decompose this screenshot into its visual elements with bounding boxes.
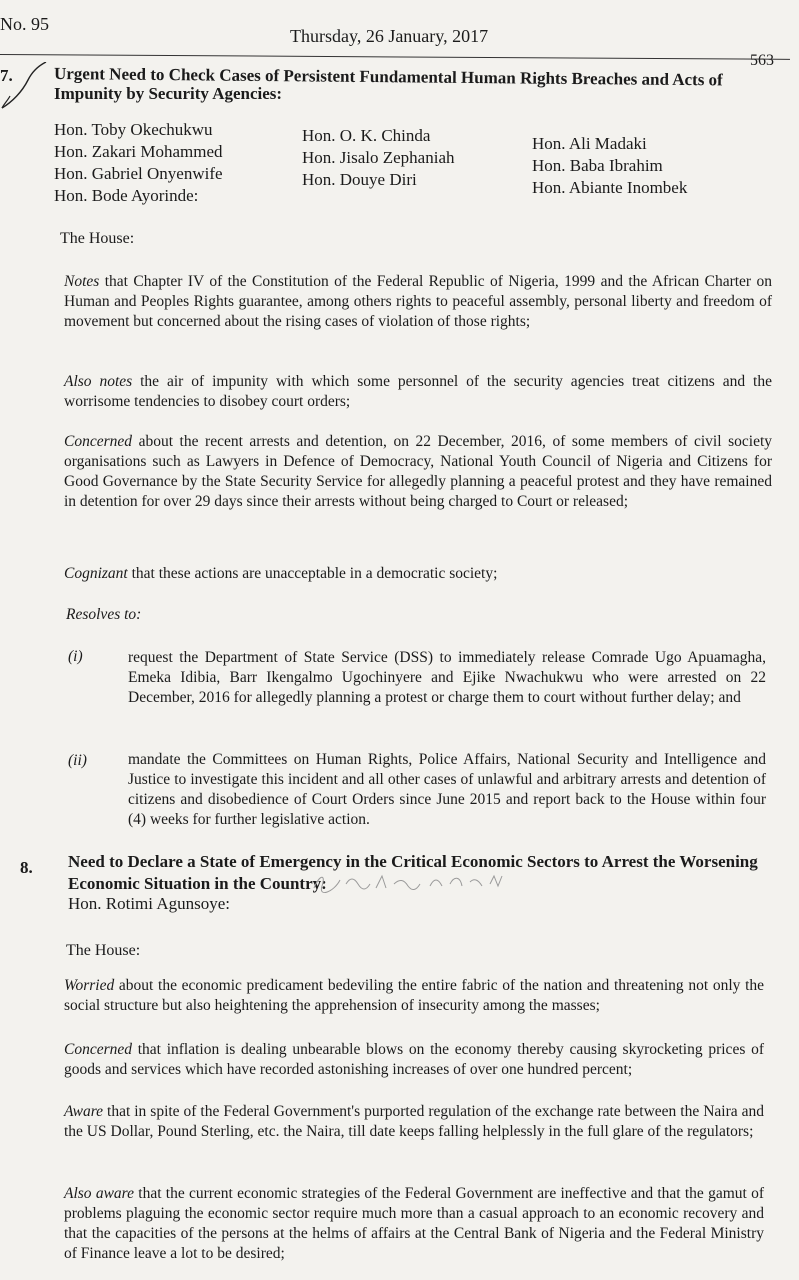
sponsor: Hon. Abiante Inombek: [532, 178, 688, 197]
sponsor: Hon. Jisalo Zephaniah: [302, 148, 455, 167]
sponsor: Hon. Rotimi Agunsoye:: [68, 894, 230, 913]
handwritten-scribble: [310, 866, 530, 896]
paragraph-cognizant: Cognizant that these actions are unacceptable in a democratic society;: [64, 565, 498, 582]
resolution-text: request the Department of State Service (DSS) to immediately release Comrade Ugo Apuamagha, Emeka Idibia, Barr Ikengalmo Ugochinyere and Ejike Nwachukwu who were arrested on 22 December, 2016 for allegedly planning a protest or charge them to court without further delay; and: [128, 649, 766, 706]
paragraph-notes: Notes that Chapter IV of the Constitution of the Federal Republic of Nigeria, 1999 and the African Charter on Human and Peoples Rights guarantee, among others rights to peaceful assembly, personal liberty and freedom of movement but concerned about the rising cases of violation of those rights;: [64, 273, 772, 330]
item-7-title-line-1: Urgent Need to Check Cases of Persistent Fundamental Human Rights Breaches and Acts of: [53, 64, 723, 90]
issue-number: No. 95: [0, 14, 49, 34]
paragraph-concerned: Concerned that inflation is dealing unbearable blows on the economy thereby causing skyrocketing prices of goods and services which have recorded astonishing increases of over one hundred percent;: [64, 1041, 764, 1078]
sponsor: Hon. Gabriel Onyenwife: [54, 164, 223, 183]
paragraph-also-aware: Also aware that the current economic strategies of the Federal Government are ineffective and that the gamut of problems plaguing the economic sector require much more than a casual approach to an economic recovery and that the capacities of the persons at the helms of affairs at the Central Bank of Nigeria and the Federal Ministry of Finance leave a lot to be desired;: [64, 1185, 764, 1262]
paragraph-worried: Worried about the economic predicament bedeviling the entire fabric of the nation and threatening not only the social structure but also heightening the apprehension of insecurity among the masses;: [64, 977, 764, 1014]
item-8-title-line-1: Need to Declare a State of Emergency in the Critical Economic Sectors to Arrest the Worsening: [68, 852, 758, 871]
resolution-text: mandate the Committees on Human Rights, Police Affairs, National Security and Intelligence and Justice to investigate this incident and all other cases of unlawful and arbitrary arrests and detention of citizens and disobedience of Court Orders since June 2015 and report back to the House within four (4) weeks for further legislative action.: [128, 751, 766, 828]
item-8-title-line-2: Economic Situation in the Country:: [68, 874, 327, 893]
resolves-heading: Resolves to:: [66, 606, 142, 623]
item-7-number: 7.: [0, 66, 13, 85]
sponsor: Hon. Baba Ibrahim: [532, 156, 663, 175]
sponsor: Hon. Zakari Mohammed: [54, 142, 223, 161]
item-7-title-line-2: Impunity by Security Agencies:: [54, 84, 283, 103]
sponsor: Hon. Toby Okechukwu: [54, 120, 213, 139]
item-8-number: 8.: [20, 858, 33, 877]
sponsor: Hon. Ali Madaki: [532, 134, 647, 153]
sponsor: Hon. Bode Ayorinde:: [54, 186, 199, 205]
the-house-heading: The House:: [66, 942, 141, 959]
sponsor: Hon. Douye Diri: [302, 170, 417, 189]
paragraph-aware: Aware that in spite of the Federal Government's purported regulation of the exchange rate between the Naira and the US Dollar, Pound Sterling, etc. the Naira, till date keeps falling helplessly in the full glare of the regulators;: [64, 1103, 764, 1140]
header-rule: [0, 54, 790, 60]
page-number: 563: [750, 52, 774, 69]
paragraph-concerned: Concerned about the recent arrests and detention, on 22 December, 2016, of some members of civil society organisations such as Lawyers in Defence of Democracy, National Youth Council of Nigeria and Citizens for Good Governance by the State Security Service for allegedly planning a peaceful protest and they have remained in detention for over 29 days since their arrests without being charged to Court or released;: [64, 433, 772, 510]
resolution-number: (ii): [68, 752, 87, 769]
the-house-heading: The House:: [60, 230, 135, 247]
sponsor: Hon. O. K. Chinda: [302, 126, 431, 145]
resolution-number: (i): [68, 648, 83, 665]
paragraph-also-notes: Also notes the air of impunity with which some personnel of the security agencies treat citizens and the worrisome tendencies to disobey court orders;: [64, 373, 772, 410]
page-date: Thursday, 26 January, 2017: [290, 26, 489, 46]
